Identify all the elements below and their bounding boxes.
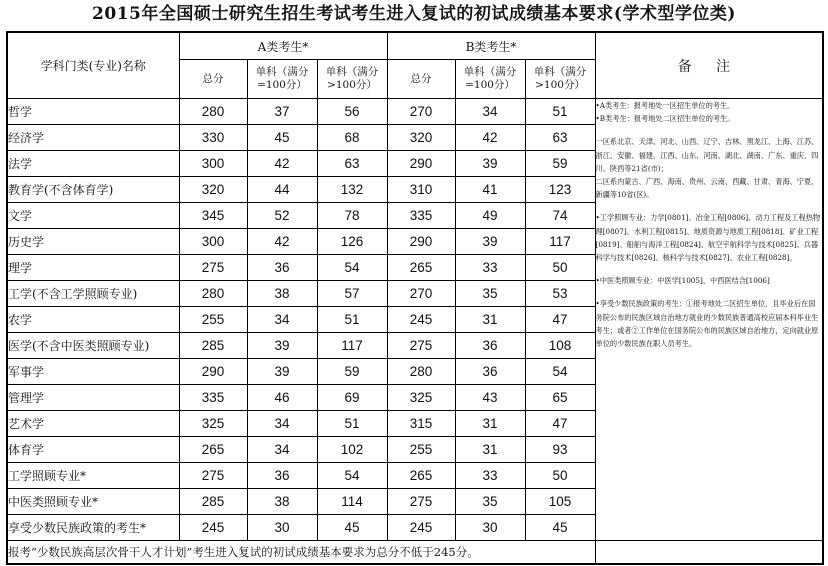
a-single-100: 45 xyxy=(247,125,317,151)
note-regions xyxy=(596,135,823,201)
b-total: 335 xyxy=(387,203,455,229)
subject-name: 医学(不含中医类照顾专业) xyxy=(7,333,179,359)
subject-name: 中医类照顾专业* xyxy=(7,489,179,515)
note-minority-text: •享受少数民族政策的考生：①报考地处二区招生单位，且毕业后在国务院公布的民族区域自治地方就业的少数民族普通高校应届本科毕业生考生；或者②工作单位在国务院公布的民族区域自治地方，定向就业原单位的少数民族在职人员考生。 xyxy=(595,299,819,349)
b-total: 275 xyxy=(387,333,455,359)
b-total: 270 xyxy=(387,99,455,125)
b-total: 245 xyxy=(387,515,455,541)
subject-name: 法学 xyxy=(7,151,179,177)
note-b-definition: •B类考生：报考地处二区招生单位的考生。 xyxy=(595,114,735,124)
a-total: 285 xyxy=(179,333,247,359)
a-single-100: 34 xyxy=(247,437,317,463)
a-total: 275 xyxy=(179,463,247,489)
b-single-over-100: 50 xyxy=(525,255,595,281)
subject-name: 文学 xyxy=(7,203,179,229)
subject-name: 经济学 xyxy=(7,125,179,151)
b-total: 280 xyxy=(387,359,455,385)
a-single-over-100: 63 xyxy=(317,151,387,177)
b-total: 290 xyxy=(387,229,455,255)
a-single-over-100: 59 xyxy=(317,359,387,385)
a-total: 325 xyxy=(179,411,247,437)
b-single-100: 33 xyxy=(455,255,525,281)
b-single-over-100: 63 xyxy=(525,125,595,151)
b-single-over-100: 93 xyxy=(525,437,595,463)
b-single-over-100: 108 xyxy=(525,333,595,359)
b-single-over-100: 50 xyxy=(525,463,595,489)
b-single-100: 43 xyxy=(455,385,525,411)
a-total: 285 xyxy=(179,489,247,515)
b-single-100: 39 xyxy=(455,229,525,255)
b-single-100: 31 xyxy=(455,437,525,463)
score-table xyxy=(6,31,824,565)
b-single-100: 49 xyxy=(455,203,525,229)
header-b-single-100: 单科（满分=100分） xyxy=(455,60,525,99)
a-single-over-100: 114 xyxy=(317,489,387,515)
a-single-over-100: 132 xyxy=(317,177,387,203)
note-engineering-text: •工学照顾专业：力学[0801]、冶金工程[0806]、动力工程及工程热物理[0807]、水利工程[0815]、地质资源与地质工程[0818]、矿业工程[0819]、船舶与海洋工程[0824]、航空宇航科学与技术[0825]、兵器科学与技术[0826]、核科学与技术[0827]、农业工程[0828]。 xyxy=(595,213,821,263)
note-tcm-text: •中医类照顾专业：中医学[1005]、中西医结合[1006] xyxy=(595,276,770,286)
b-single-over-100: 54 xyxy=(525,359,595,385)
b-total: 310 xyxy=(387,177,455,203)
b-single-over-100: 51 xyxy=(525,99,595,125)
page-title: 2015年全国硕士研究生招生考试考生进入复试的初试成绩基本要求(学术型学位类) xyxy=(92,4,736,24)
subject-name: 历史学 xyxy=(7,229,179,255)
header-remarks: 备 注 xyxy=(595,32,823,99)
a-single-over-100: 54 xyxy=(317,463,387,489)
subject-name: 工学(不含工学照顾专业) xyxy=(7,281,179,307)
b-single-100: 34 xyxy=(455,99,525,125)
a-total: 320 xyxy=(179,177,247,203)
a-single-over-100: 51 xyxy=(317,307,387,333)
b-total: 320 xyxy=(387,125,455,151)
a-single-over-100: 68 xyxy=(317,125,387,151)
a-single-100: 39 xyxy=(247,359,317,385)
a-single-100: 36 xyxy=(247,463,317,489)
a-single-100: 37 xyxy=(247,99,317,125)
a-single-over-100: 126 xyxy=(317,229,387,255)
a-single-100: 38 xyxy=(247,489,317,515)
note-tcm xyxy=(596,274,823,287)
header-group-a: A类考生* xyxy=(179,32,387,60)
subject-name: 享受少数民族政策的考生* xyxy=(7,515,179,541)
b-single-over-100: 65 xyxy=(525,385,595,411)
header-a-single-100: 单科（满分=100分） xyxy=(247,60,317,99)
a-single-over-100: 102 xyxy=(317,437,387,463)
header-b-single-over-100: 单科（满分>100分） xyxy=(525,60,595,99)
header-b-total: 总分 xyxy=(387,60,455,99)
a-single-100: 42 xyxy=(247,229,317,255)
subject-name: 哲学 xyxy=(7,99,179,125)
b-total: 265 xyxy=(387,463,455,489)
b-total: 290 xyxy=(387,151,455,177)
a-single-100: 42 xyxy=(247,151,317,177)
b-single-over-100: 53 xyxy=(525,281,595,307)
b-single-100: 30 xyxy=(455,515,525,541)
a-single-over-100: 69 xyxy=(317,385,387,411)
note-minority xyxy=(596,297,823,350)
a-single-100: 36 xyxy=(247,255,317,281)
a-total: 335 xyxy=(179,385,247,411)
a-single-100: 44 xyxy=(247,177,317,203)
subject-name: 理学 xyxy=(7,255,179,281)
b-single-over-100: 47 xyxy=(525,307,595,333)
a-single-over-100: 54 xyxy=(317,255,387,281)
b-total: 275 xyxy=(387,489,455,515)
b-total: 245 xyxy=(387,307,455,333)
a-single-over-100: 45 xyxy=(317,515,387,541)
a-single-100: 39 xyxy=(247,333,317,359)
a-total: 300 xyxy=(179,151,247,177)
subject-name: 工学照顾专业* xyxy=(7,463,179,489)
note-region-one: 一区系北京、天津、河北、山西、辽宁、吉林、黑龙江、上海、江苏、浙江、安徽、福建、江西、山东、河南、湖北、湖南、广东、重庆、四川、陕西等21省(市)； xyxy=(595,137,819,173)
b-single-over-100: 74 xyxy=(525,203,595,229)
b-total: 265 xyxy=(387,255,455,281)
a-total: 300 xyxy=(179,229,247,255)
header-group-b: B类考生* xyxy=(387,32,595,60)
a-total: 275 xyxy=(179,255,247,281)
a-single-100: 30 xyxy=(247,515,317,541)
table-row xyxy=(7,99,823,125)
a-single-100: 46 xyxy=(247,385,317,411)
header-a-total: 总分 xyxy=(179,60,247,99)
note-engineering xyxy=(596,211,823,264)
b-total: 255 xyxy=(387,437,455,463)
a-single-over-100: 117 xyxy=(317,333,387,359)
footer-note: 报考“少数民族高层次骨干人才计划”考生进入复试的初试成绩基本要求为总分不低于245分。 xyxy=(7,541,595,565)
subject-name: 军事学 xyxy=(7,359,179,385)
a-single-over-100: 56 xyxy=(317,99,387,125)
b-single-100: 36 xyxy=(455,359,525,385)
b-single-100: 41 xyxy=(455,177,525,203)
b-single-100: 35 xyxy=(455,281,525,307)
header-subject: 学科门类(专业)名称 xyxy=(7,32,179,99)
a-total: 255 xyxy=(179,307,247,333)
b-total: 315 xyxy=(387,411,455,437)
b-single-100: 39 xyxy=(455,151,525,177)
a-total: 290 xyxy=(179,359,247,385)
a-single-over-100: 57 xyxy=(317,281,387,307)
note-region-two: 二区系内蒙古、广西、海南、贵州、云南、西藏、甘肃、青海、宁夏、新疆等10省(区)。 xyxy=(595,177,819,200)
note-category-definitions xyxy=(596,99,823,125)
a-single-100: 34 xyxy=(247,307,317,333)
header-a-single-over-100: 单科（满分>100分） xyxy=(317,60,387,99)
a-total: 280 xyxy=(179,281,247,307)
subject-name: 农学 xyxy=(7,307,179,333)
subject-name: 艺术学 xyxy=(7,411,179,437)
subject-name: 教育学(不含体育学) xyxy=(7,177,179,203)
a-single-over-100: 51 xyxy=(317,411,387,437)
b-single-100: 36 xyxy=(455,333,525,359)
a-total: 280 xyxy=(179,99,247,125)
a-total: 265 xyxy=(179,437,247,463)
b-single-over-100: 117 xyxy=(525,229,595,255)
b-total: 325 xyxy=(387,385,455,411)
b-single-100: 33 xyxy=(455,463,525,489)
subject-name: 管理学 xyxy=(7,385,179,411)
a-total: 345 xyxy=(179,203,247,229)
a-single-over-100: 78 xyxy=(317,203,387,229)
a-single-100: 34 xyxy=(247,411,317,437)
b-single-over-100: 105 xyxy=(525,489,595,515)
subject-name: 体育学 xyxy=(7,437,179,463)
b-single-100: 42 xyxy=(455,125,525,151)
note-a-definition: •A类考生：报考地处一区招生单位的考生。 xyxy=(595,101,735,110)
remarks-cell xyxy=(595,99,823,541)
b-single-over-100: 59 xyxy=(525,151,595,177)
a-total: 330 xyxy=(179,125,247,151)
a-single-100: 52 xyxy=(247,203,317,229)
b-single-100: 31 xyxy=(455,411,525,437)
b-single-over-100: 47 xyxy=(525,411,595,437)
b-single-over-100: 123 xyxy=(525,177,595,203)
b-single-over-100: 45 xyxy=(525,515,595,541)
a-single-100: 38 xyxy=(247,281,317,307)
footer-remarks-blank xyxy=(595,541,823,565)
b-total: 270 xyxy=(387,281,455,307)
a-total: 245 xyxy=(179,515,247,541)
b-single-100: 35 xyxy=(455,489,525,515)
b-single-100: 31 xyxy=(455,307,525,333)
